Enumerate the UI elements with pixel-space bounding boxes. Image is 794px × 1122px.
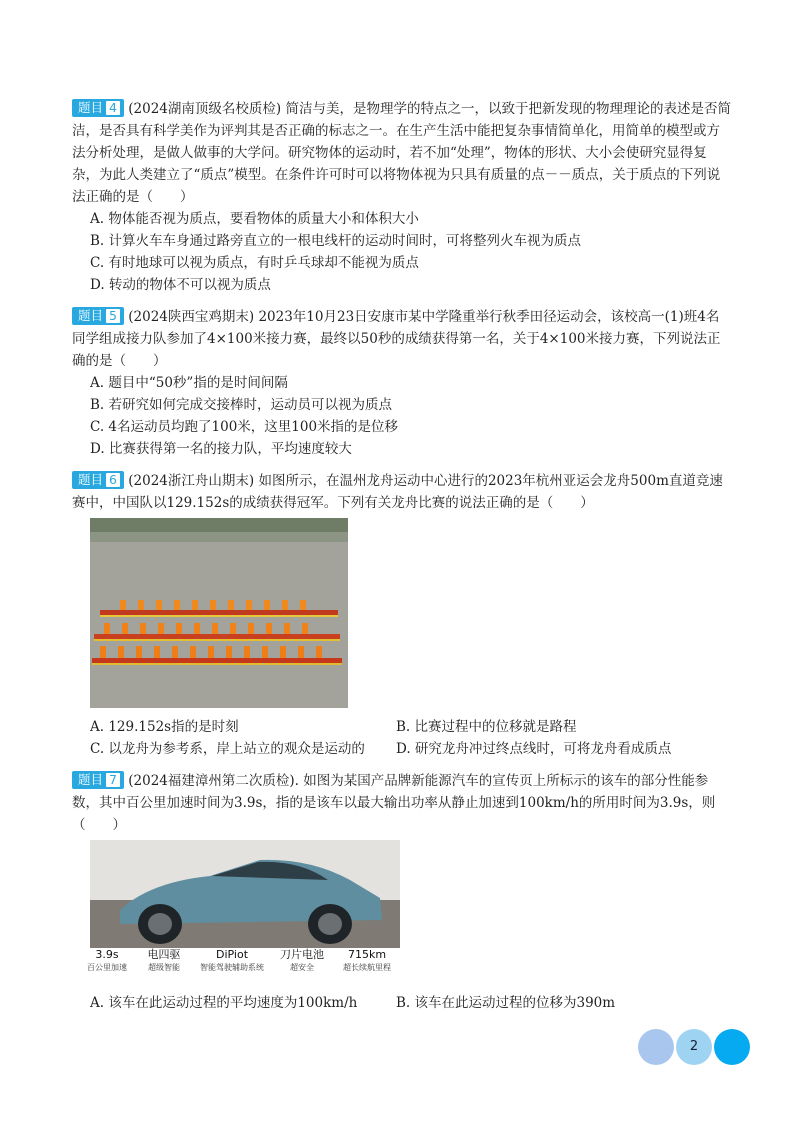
option-d: D. 转动的物体不可以视为质点 xyxy=(90,277,271,293)
question-tag: 题目 5 xyxy=(72,307,124,325)
question-5-stem: 题目 5 (2024陕西宝鸡期末) 2023年10月23日安康市某中学隆重举行秋季田径运动会，该校高一(1)班4名同学组成接力队参加了4×100米接力赛，最终以50秒的成绩获得第一名，关于4×100米接力赛，下列说法正确的是（ ） xyxy=(72,308,721,369)
question-6-options xyxy=(72,716,732,760)
option-b: B. 比赛过程中的位移就是路程 xyxy=(396,719,577,735)
question-tag: 题目 4 xyxy=(72,99,124,117)
spec-drive: 电四驱 超级智能 xyxy=(147,948,181,972)
option-b: B. 若研究如何完成交接棒时，运动员可以视为质点 xyxy=(90,397,393,413)
option-a: A. 129.152s指的是时刻 xyxy=(90,719,239,735)
question-6 xyxy=(72,470,732,514)
question-7-stem: 题目 7 (2024福建漳州第二次质检). 如图为某国产品牌新能源汽车的宣传页上所标示的该车的部分性能参数，其中百公里加速时间为3.9s，指的是该车以最大输出功率从静止加速到100km/h的所用时间为3.9s，则（ ） xyxy=(72,772,716,833)
question-5 xyxy=(72,306,732,460)
option-a: A. 物体能否视为质点，要看物体的质量大小和体积大小 xyxy=(90,211,419,227)
option-c: C. 以龙舟为参考系，岸上站立的观众是运动的 xyxy=(90,741,365,757)
option-d: D. 研究龙舟冲过终点线时，可将龙舟看成质点 xyxy=(396,741,672,757)
option-a: A. 题目中“50秒”指的是时间间隔 xyxy=(90,375,288,391)
spec-battery: 刀片电池 超安全 xyxy=(280,948,324,972)
question-4-stem: 题目 4 (2024湖南顶级名校质检) 简洁与美，是物理学的特点之一，以致于把新发现的物理理论的表述是否简洁，是否具有科学美作为评判其是否正确的标志之一。在生产生活中能把复杂事情简单化，用简单的模型或方法分析处理，是做人做事的大学问。研究物体的运动时，若不加“处理”，物体的形状、大小会使研究显得复杂，为此人类建立了“质点”模型。在条件许可时可以将物体视为只具有质量的点－－质点，关于质点的下列说法正确的是（ ） xyxy=(72,100,731,205)
option-a: A. 该车在此运动过程的平均速度为100km/h xyxy=(90,995,358,1011)
dragon-boat-photo xyxy=(90,518,348,708)
question-7-options xyxy=(72,992,732,1014)
spec-dipilot: DiPiot 智能驾驶辅助系统 xyxy=(200,948,264,972)
option-d: D. 比赛获得第一名的接力队，平均速度较大 xyxy=(90,441,352,457)
option-b: B. 计算火车车身通过路旁直立的一根电线杆的运动时间时，可将整列火车视为质点 xyxy=(90,233,582,249)
page-number: 2 xyxy=(676,1029,712,1065)
decor-circle-right xyxy=(714,1029,750,1065)
question-tag: 题目 6 xyxy=(72,471,124,489)
spec-acceleration: 3.9s 百公里加速 xyxy=(87,948,127,972)
question-4 xyxy=(72,98,732,296)
option-b: B. 该车在此运动过程的位移为390m xyxy=(396,995,616,1011)
decor-circle-left xyxy=(638,1029,674,1065)
question-7 xyxy=(72,770,732,836)
question-6-stem: 题目 6 (2024浙江舟山期末) 如图所示，在温州龙舟运动中心进行的2023年杭州亚运会龙舟500m直道竞速赛中，中国队以129.152s的成绩获得冠军。下列有关龙舟比赛的说法正确的是（ ） xyxy=(72,472,723,511)
option-c: C. 有时地球可以视为质点，有时乒乓球却不能视为质点 xyxy=(90,255,419,271)
question-tag: 题目 7 xyxy=(72,771,124,789)
option-c: C. 4名运动员均跑了100米，这里100米指的是位移 xyxy=(90,419,399,435)
spec-range: 715km 超长续航里程 xyxy=(343,948,391,972)
car-photo xyxy=(90,840,400,948)
